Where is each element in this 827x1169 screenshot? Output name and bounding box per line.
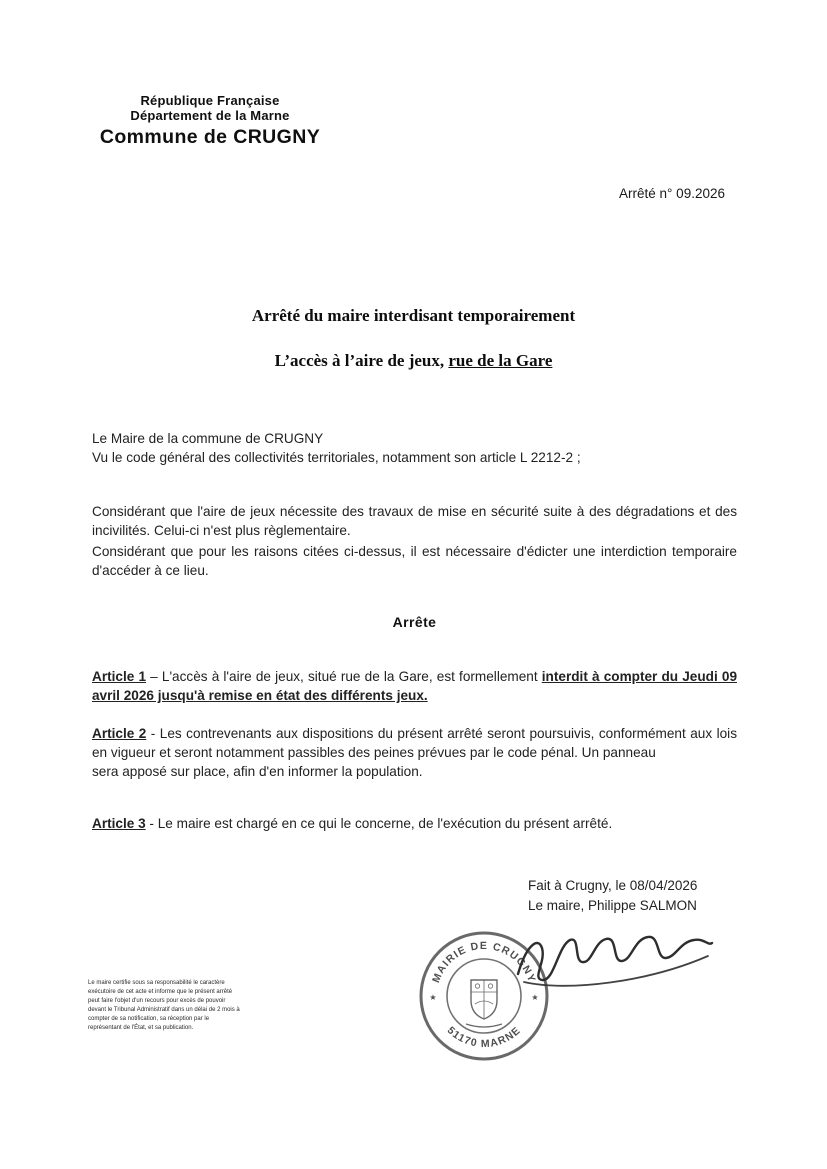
article-1	[92, 668, 737, 705]
place-date: Fait à Crugny, le 08/04/2026	[528, 878, 698, 893]
signatory: Le maire, Philippe SALMON	[528, 897, 697, 913]
legal-notice-line: Le maire certifie sous sa responsabilité le caractère	[88, 980, 225, 986]
letterhead	[84, 93, 336, 149]
seal-bottom-text: 51170 MARNE	[444, 1024, 524, 1051]
article-3-label: Article 3	[92, 816, 146, 832]
legal-notice	[88, 979, 240, 1033]
article-3-body: - Le maire est chargé en ce qui le concerne, de l'exécution du présent arrêté.	[145, 816, 613, 832]
article-2-label: Article 2	[92, 726, 147, 742]
decision-heading: Arrête	[392, 613, 437, 630]
preamble-line-2: Vu le code général des collectivités territoriales, notamment son article L 2212-2 ;	[92, 449, 581, 465]
seal-star-right-icon: ★	[531, 993, 539, 1002]
considerant-2: Considérant que pour les raisons citées ci-dessus, il est nécessaire d'édicter une interdiction temporaire d'accéder à ce lieu.	[92, 544, 737, 578]
signature-block	[528, 876, 697, 915]
title-line-2	[0, 351, 827, 371]
svg-text:51170 MARNE	[445, 1024, 524, 1050]
preamble-line-1: Le Maire de la commune de CRUGNY	[92, 431, 324, 446]
coat-of-arms-icon	[466, 980, 502, 1027]
legal-notice-line: compter de sa notification, sa réception par le	[88, 1016, 210, 1022]
decree-number: Arrêté n° 09.2026	[619, 186, 725, 201]
title-line-2-underlined: rue de la Gare	[448, 351, 553, 370]
republic-line: République Française	[140, 93, 280, 108]
article-1-label: Article 1	[92, 669, 147, 685]
preamble	[92, 430, 737, 467]
title-line-2-prefix: L’accès à l’aire de jeux,	[274, 351, 449, 370]
article-1-emphasis: interdit à compter du Jeudi 09 avril 2026 jusqu'à remise en état des différents jeux.	[92, 669, 738, 703]
document-body	[92, 430, 737, 834]
article-1-body: – L'accès à l'aire de jeux, situé rue de la Gare, est formellement	[146, 669, 542, 685]
article-2	[92, 725, 737, 781]
article-2-body: - Les contrevenants aux dispositions du présent arrêté seront poursuivis, conformément aux lois en vigueur et seront notamment passibles des peines prévues par le code pénal. Un panneau	[92, 726, 737, 760]
title-line-1: Arrêté du maire interdisant temporairement	[251, 306, 576, 325]
seal-top-text: MAIRIE DE CRUGNY	[430, 939, 538, 985]
article-2-body-2: sera apposé sur place, afin d'en informer la population.	[92, 763, 423, 779]
signature-icon	[508, 912, 720, 1008]
document-title	[0, 306, 827, 371]
seal-star-left-icon: ★	[429, 993, 437, 1002]
legal-notice-line: peut faire l'objet d'un recours pour excès de pouvoir	[88, 998, 226, 1004]
considerant-1: Considérant que l'aire de jeux nécessite des travaux de mise en sécurité suite à des dégradations et des incivilités. Celui-ci n'est plus règlementaire.	[92, 504, 737, 538]
commune-line: Commune de CRUGNY	[99, 126, 321, 148]
legal-notice-line: devant le Tribunal Administratif dans un délai de 2 mois à	[88, 1007, 240, 1013]
legal-notice-line: représentant de l'État, et sa publication.	[88, 1025, 194, 1031]
department-line: Département de la Marne	[130, 108, 290, 123]
article-3	[92, 815, 737, 834]
legal-notice-line: exécutoire de cet acte et informe que le présent arrêté	[88, 989, 233, 995]
